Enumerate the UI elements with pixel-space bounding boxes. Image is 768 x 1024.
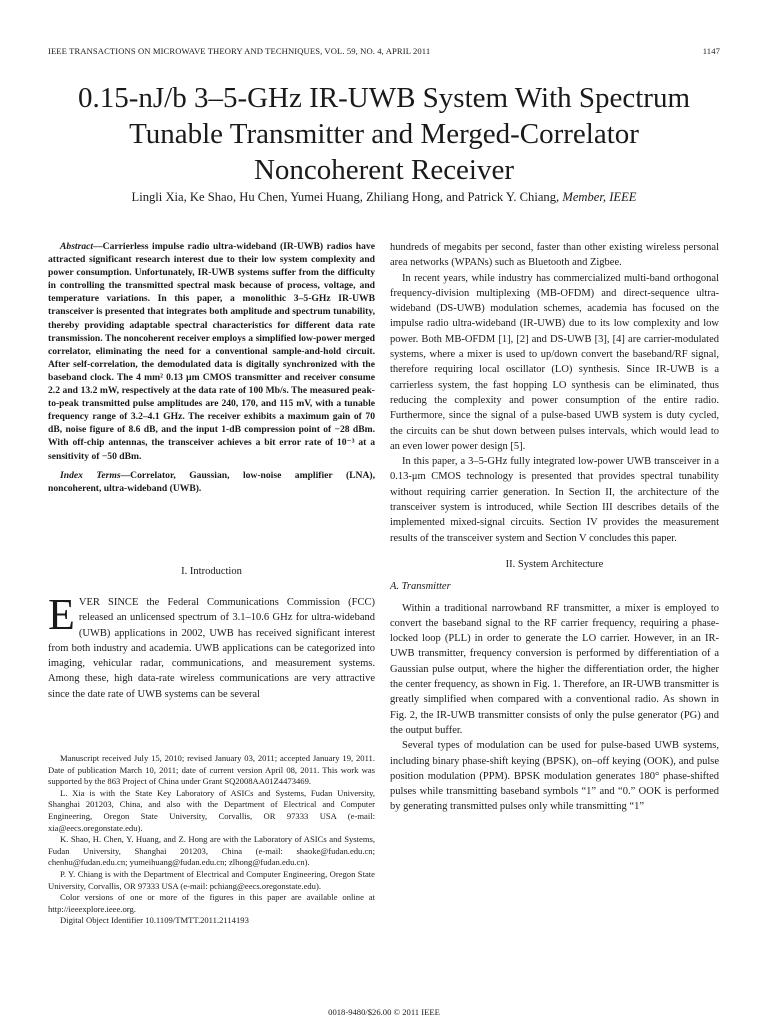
paper-title [30,80,738,188]
footnote-author-chiang: P. Y. Chiang is with the Department of Electrical and Computer Engineering, Oregon State University, Corvallis, OR 97333 USA (e-mail: pchiang@eecs.oregonstate.edu). [48,868,375,891]
intro-text: the Federal Communications Commission (FCC) released an unlicensed spectrum of 3.1–10.6 GHz for ultra-wideband (UWB) applications in 2002, UWB has received significant interest from both industry and academia. UWB applications can be categorized into imaging, vehicular radar, communications, and measurement systems. Among these, high data-rate wireless communications are very attractive since the date rate of UWB systems can be several [48,597,375,700]
footnote-doi: Digital Object Identifier 10.1109/TMTT.2011.2114193 [60,915,249,926]
abstract-text: —Carrierless impulse radio ultra-wideband (IR-UWB) radios have attracted significant research interest due to their low system complexity and power consumption. Unfortunately, IR-UWB systems suffer from the difficulty in controlling the transmitted spectral mask because of process, voltage, and temperature variations. In this paper, a monolithic 3–5-GHz IR-UWB transceiver is presented that integrates both amplitude and spectrum tunability, thereby providing adaptable spectral characteristics for different data rate transmission. The noncoherent receiver employs a simplified low-power merged correlator, eliminating the need for a conventional sample-and-hold circuit. After self-correlation, the demodulated data is digitally synchronized with the baseband clock. The 4 mm² 0.13 μm CMOS transmitter and receiver consume 2.2 and 13.2 mW, respectively at the data rate of 100 Mb/s. The measured peak-to-peak transmitted pulse amplitudes are 240, 170, and 115 mV, with a tunable frequency range of 3.2–4.1 GHz. The receiver exhibits a maximum gain of 70 dB, noise figure of 8.6 dB, and the input 1-dB compression point of −28 dBm. With off-chip antennas, the transceiver achieves a bit error rate of 10⁻³ at a sensitivity of −50 dBm. [48,241,375,462]
author-membership: Member, IEEE [559,190,637,204]
paragraph-wpan: hundreds of megabits per second, faster than other existing wireless personal area networks (WPANs) such as Bluetooth and Zigbee. [390,242,719,269]
index-terms-label: Index Terms [60,469,121,481]
journal-name: IEEE TRANSACTIONS ON MICROWAVE THEORY AND TECHNIQUES, VOL. 59, NO. 4, APRIL 2011 [48,46,431,56]
footnote-author-xia: L. Xia is with the State Key Laboratory of ASICs and Systems, Fudan University, Shanghai 201203, China, and also with the Department of Electrical and Computer Engineering, Oregon State University, Corvallis, OR 97333 USA (e-mail: xia@eecs.oregonstate.edu). [48,787,375,833]
abstract [48,240,375,463]
introduction-paragraph [48,590,375,702]
drop-cap: E [48,590,75,639]
intro-lead: VER SINCE [78,597,139,608]
footnotes [48,753,375,927]
page-number: 1147 [702,46,720,56]
footnote-authors-fudan: K. Shao, H. Chen, Y. Huang, and Z. Hong are with the Laboratory of ASICs and Systems, Fudan University, Shanghai 201203, China (e-mail: shaoke@fudan.edu.cn; chenhu@fudan.edu.cn; yumeihuang@fudan.edu.cn; zlhong@fudan.edu.cn). [48,834,375,868]
title-line-2: Tunable Transmitter and Merged-Correlator [129,118,639,150]
index-terms [48,469,375,495]
paragraph-modulation: Several types of modulation can be used for pulse-based UWB systems, including binary phase-shift keying (BPSK), on–off keying (OOK), and pulse position modulation (PPM). BPSK modulation generates 180° phase-shifted pulses while transmitting baseband symbols “1” and “0.” OOK is performed by generating transmitted pulses only while transmitting “1” [390,740,719,813]
copyright-line: 0018-9480/$26.00 © 2011 IEEE [328,1007,440,1017]
paragraph-this-paper: In this paper, a 3–5-GHz fully integrated low-power UWB transceiver in a 0.13-μm CMOS technology is presented that provides spectral tunability without requiring carrier generation. In Section II, the architecture of the transceiver system is introduced, while Section III describes details of the implemented mixed-signal circuits. Section IV provides the measurement results of the transceiver system and Section V concludes this paper. [390,456,719,544]
author-names: Lingli Xia, Ke Shao, Hu Chen, Yumei Huang, Zhiliang Hong, and Patrick Y. Chiang, [131,190,560,204]
section-heading-architecture: II. System Architecture [505,558,604,570]
subsection-heading-transmitter: A. Transmitter [390,581,451,593]
section-heading-introduction: I. Introduction [181,566,242,577]
paragraph-transmitter: Within a traditional narrowband RF transmitter, a mixer is employed to convert the baseband signal to the RF carrier frequency, requiring a phase-locked loop (PLL) in order to generate the LO carrier. However, in an IR-UWB transmitter, frequency conversion is performed by differentiation of a Gaussian pulse output, where the higher the differentiation order, the higher the center frequency, as shown in Fig. 1. Therefore, an IR-UWB transmitter is greatly simplified when compared with a conventional radio. As shown in Fig. 2, the IR-UWB transmitter consists of only the pulse generator (PG) and the output buffer. [390,602,719,736]
author-list [20,190,748,205]
title-line-3: Noncoherent Receiver [253,154,515,186]
footnote-manuscript: Manuscript received July 15, 2010; revised January 03, 2011; accepted January 19, 2011. Date of publication March 10, 2011; date of current version April 08, 2011. This work was supported by the 863 Project of China under Grant SQ2008AA01Z4473469. [48,753,375,787]
abstract-label: Abstract [60,241,94,252]
right-column [390,240,719,815]
running-header [48,46,720,56]
title-line-1: 0.15-nJ/b 3–5-GHz IR-UWB System With Spectrum [77,82,691,114]
left-column [48,240,375,495]
index-terms-text: —Correlator, Gaussian, low-noise amplifier (LNA), noncoherent, ultra-wideband (UWB). [48,469,375,494]
paragraph-recent-years: In recent years, while industry has commercialized multi-band orthogonal frequency-division multiplexing (MB-OFDM) and direct-sequence ultra-wideband (DS-UWB) modulation schemes, academia has focused on the impulse radio ultra-wideband (IR-UWB) due to its low complexity and low power. Both MB-OFDM [1], [2] and DS-UWB [3], [4] are carrier-modulated systems, where a mixer is used to up/down convert the baseband/RF signal, therefore requiring local oscillator (LO) synthesis. Since IR-UWB is a carrierless system, the fast hopping LO synthesis can be eliminated, thus reducing the complexity and power consumption of the entire radio. Furthermore, since the signal of a pulse-based UWB system is duty cycled, the circuits can be shut down between pulses intervals, which would lead to an even lower power design [5]. [390,272,719,452]
footnote-color-versions: Color versions of one or more of the figures in this paper are available online at http://ieeexplore.ieee.org. [48,892,375,914]
